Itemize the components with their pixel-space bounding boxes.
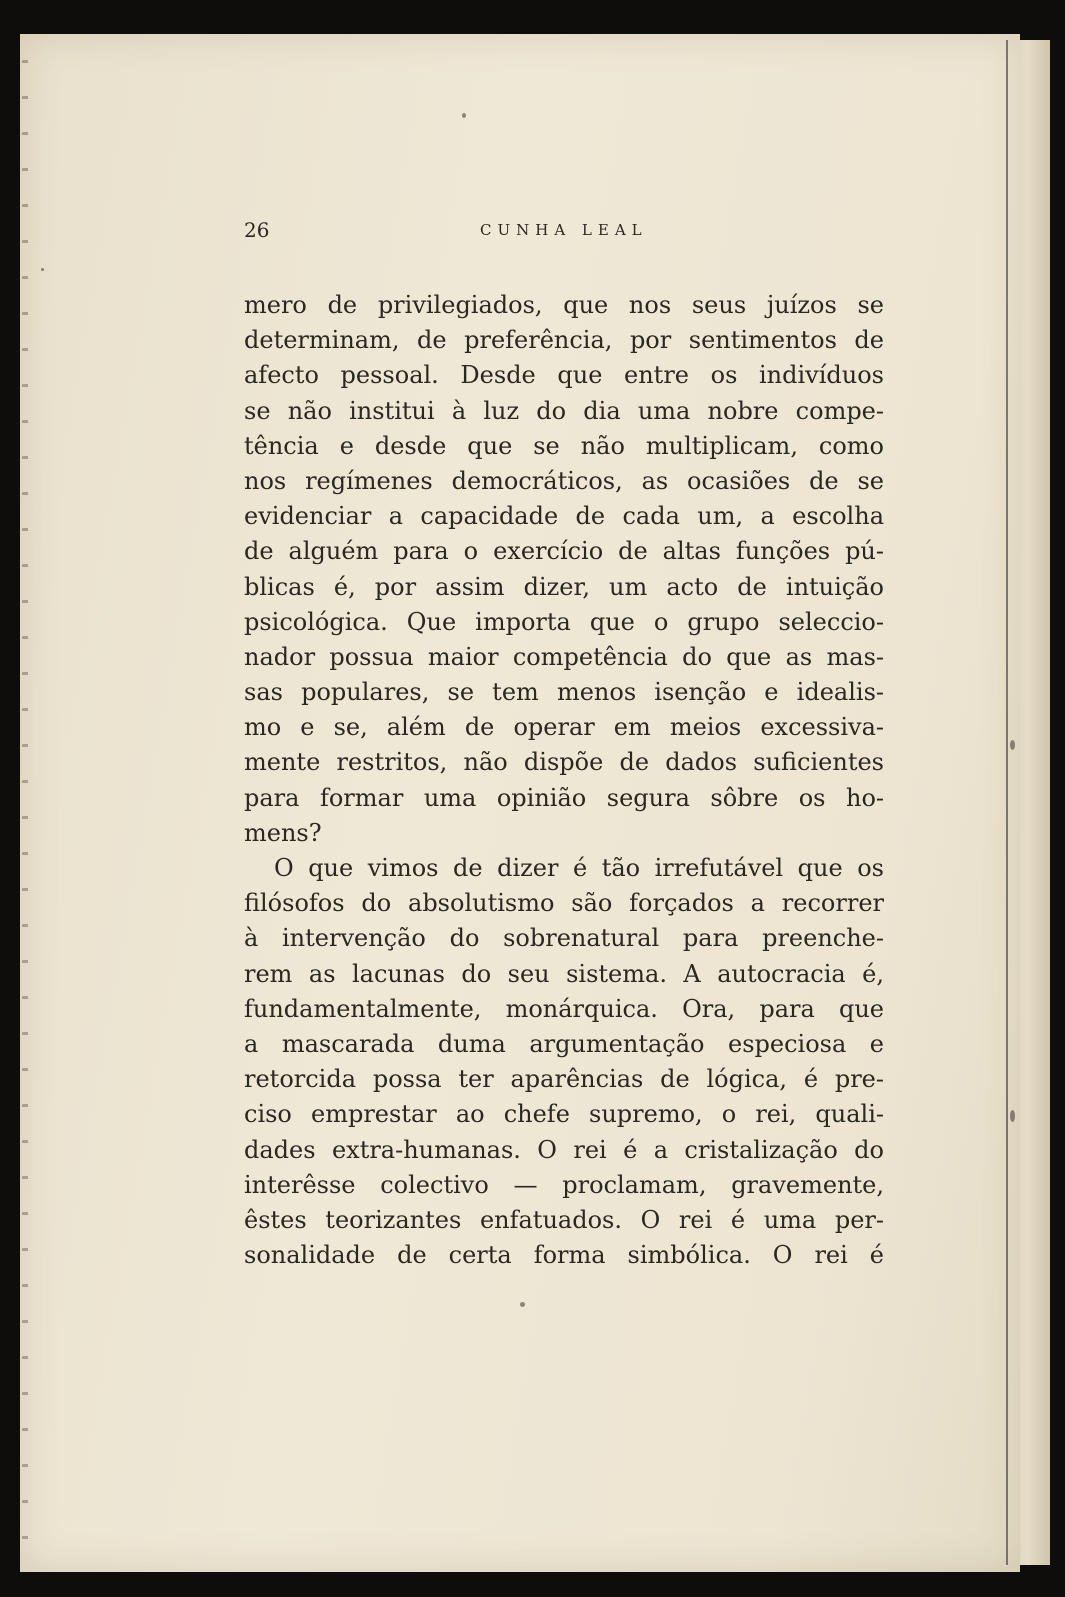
- text-line: para formar uma opinião segura sôbre os ho-: [244, 783, 884, 812]
- text-line: êstes teorizantes enfatuados. O rei é uma per-: [244, 1205, 884, 1234]
- text-line: se não institui à luz do dia uma nobre compe-: [244, 396, 884, 425]
- text-line: interêsse colectivo — proclamam, gravemente,: [244, 1170, 884, 1199]
- text-line: evidenciar a capacidade de cada um, a escolha: [244, 502, 884, 531]
- text-line: ciso emprestar ao chefe supremo, o rei, quali-: [244, 1100, 884, 1129]
- text-line: a mascarada duma argumentação especiosa e: [244, 1029, 884, 1058]
- text-line: blicas é, por assim dizer, um acto de intuição: [244, 572, 884, 601]
- text-line: mens?: [244, 818, 322, 847]
- text-line: filósofos do absolutismo são forçados a recorrer: [244, 889, 884, 918]
- text-line: à intervenção do sobrenatural para preenche-: [244, 924, 884, 953]
- page-number: 26: [244, 218, 270, 242]
- text-line: sonalidade de certa forma simbólica. O rei é: [244, 1241, 884, 1270]
- text-line: dades extra-humanas. O rei é a cristalização do: [244, 1135, 884, 1164]
- paper-speck: [462, 113, 466, 118]
- text-line: rem as lacunas do seu sistema. A autocracia é,: [244, 959, 884, 988]
- paper-speck: [41, 268, 44, 271]
- text-line: mente restritos, não dispõe de dados suficientes: [244, 748, 884, 777]
- text-line: sas populares, se tem menos isenção e idealis-: [244, 678, 884, 707]
- running-title: CUNHA LEAL: [480, 221, 648, 239]
- text-line: mo e se, além de operar em meios excessiva-: [244, 713, 884, 742]
- text-line: nador possua maior competência do que as mas-: [244, 642, 884, 671]
- paper-speck: [520, 1302, 525, 1307]
- page-fold-line: [1006, 40, 1008, 1565]
- text-line: de alguém para o exercício de altas funções pú-: [244, 537, 884, 566]
- text-line: afecto pessoal. Desde que entre os indivíduos: [244, 361, 884, 390]
- text-line: retorcida possa ter aparências de lógica, é pre-: [244, 1065, 884, 1094]
- text-line: tência e desde que se não multiplicam, como: [244, 431, 884, 460]
- body-text: [244, 288, 884, 1273]
- binding-stitch-marks: [22, 60, 28, 1540]
- text-line: fundamentalmente, monárquica. Ora, para que: [244, 994, 884, 1023]
- text-line: mero de privilegiados, que nos seus juízos se: [244, 291, 884, 319]
- paper-speck: [1010, 740, 1015, 750]
- text-line: O que vimos de dizer é tão irrefutável que os: [274, 854, 884, 882]
- text-line: nos regímenes democráticos, as ocasiões de se: [244, 466, 884, 495]
- running-head: [244, 218, 884, 248]
- text-line: determinam, de preferência, por sentimentos de: [244, 326, 884, 355]
- text-line: psicológica. Que importa que o grupo seleccio-: [244, 607, 884, 636]
- paper-speck: [1010, 1110, 1015, 1122]
